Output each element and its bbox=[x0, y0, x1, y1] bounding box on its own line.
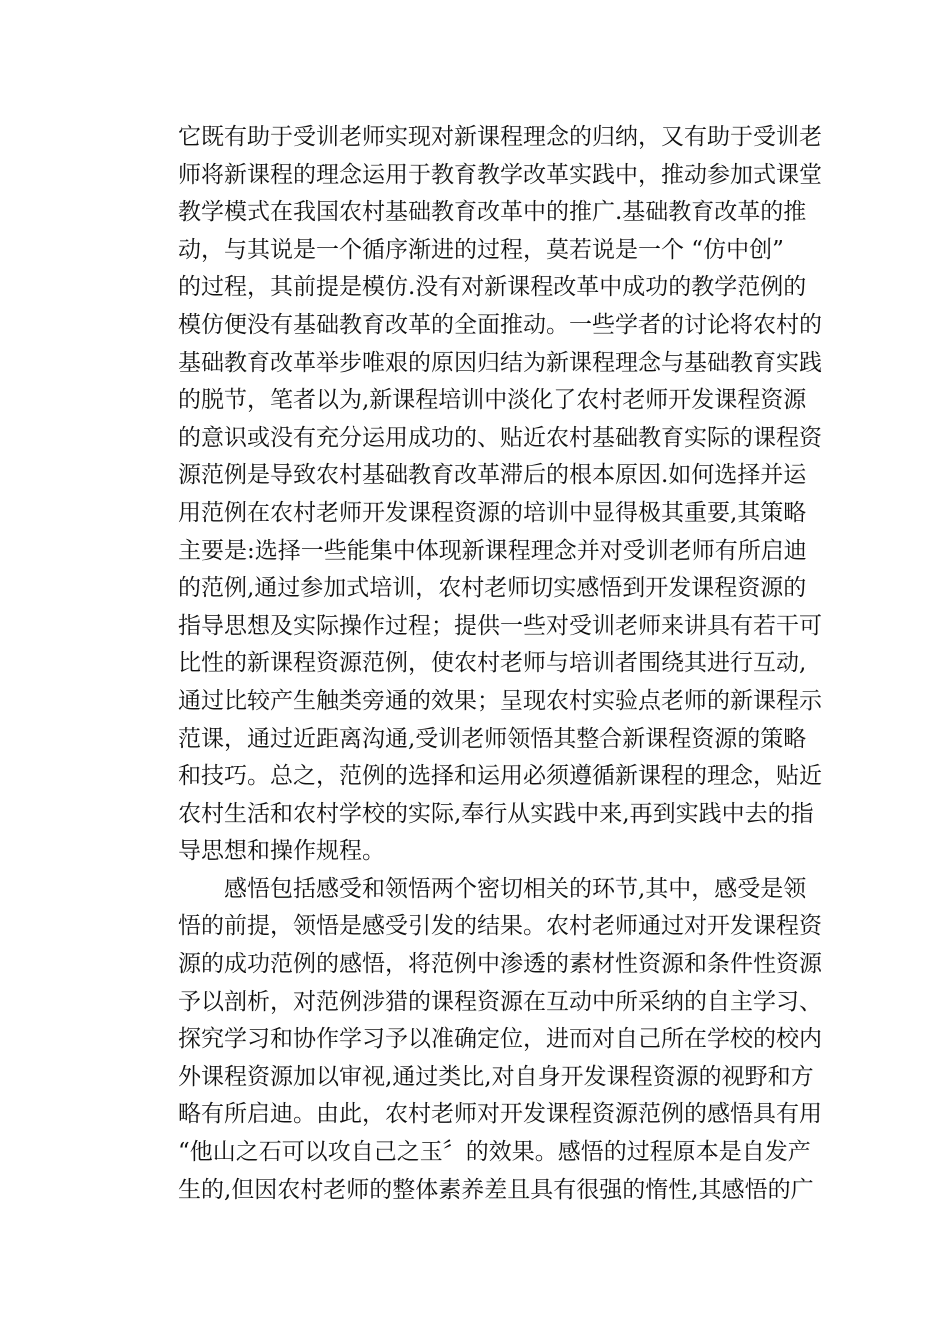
text-line: 它既有助于受训老师实现对新课程理念的归纳，又有助于受训老 bbox=[178, 124, 822, 150]
text-line: 导思想和操作规程。 bbox=[178, 838, 385, 865]
text-line: 用范例在农村老师开发课程资源的培训中显得极其重要,其策略 bbox=[178, 499, 807, 526]
text-line: 悟的前提，领悟是感受引发的结果。农村老师通过对开发课程资 bbox=[178, 913, 822, 940]
text-line: 通过比较产生触类旁通的效果；呈现农村实验点老师的新课程示 bbox=[178, 687, 822, 714]
text-line: 的脱节，笔者以为,新课程培训中淡化了农村老师开发课程资源 bbox=[178, 387, 807, 414]
text-line: 指导思想及实际操作过程；提供一些对受训老师来讲具有若干可 bbox=[178, 612, 822, 639]
text-line: 师将新课程的理念运用于教育教学改革实践中，推动参加式课堂 bbox=[178, 161, 822, 188]
text-line: “他山之石可以攻自己之玉〞的效果。感悟的过程原本是自发产 bbox=[178, 1139, 811, 1166]
text-line: 予以剖析，对范例涉猎的课程资源在互动中所采纳的自主学习、 bbox=[178, 988, 822, 1015]
text-line: 范课，通过近距离沟通,受训老师领悟其整合新课程资源的策略 bbox=[178, 725, 807, 752]
text-line: 外课程资源加以审视,通过类比,对自身开发课程资源的视野和方 bbox=[178, 1063, 814, 1090]
text-line: 源的成功范例的感悟，将范例中渗透的素材性资源和条件性资源 bbox=[178, 951, 822, 978]
text-line: 源范例是导致农村基础教育改革滞后的根本原因.如何选择并运 bbox=[178, 462, 807, 489]
text-line: 略有所启迪。由此，农村老师对开发课程资源范例的感悟具有用 bbox=[178, 1101, 822, 1128]
text-line: 生的,但因农村老师的整体素养差且具有很强的惰性,其感悟的广 bbox=[178, 1176, 814, 1203]
text-line: 的意识或没有充分运用成功的、贴近农村基础教育实际的课程资 bbox=[178, 424, 822, 451]
text-line: 教学模式在我国农村基础教育改革中的推广.基础教育改革的推 bbox=[178, 199, 807, 226]
text-line: 主要是:选择一些能集中体现新课程理念并对受训老师有所启迪 bbox=[178, 537, 807, 564]
text-line: 探究学习和协作学习予以准确定位，进而对自己所在学校的校内 bbox=[178, 1026, 822, 1053]
text-line: 的范例,通过参加式培训，农村老师切实感悟到开发课程资源的 bbox=[178, 575, 807, 602]
text-line: 动，与其说是一个循序渐进的过程，莫若说是一个 “仿中创” bbox=[178, 236, 784, 263]
text-line: 基础教育改革举步唯艰的原因归结为新课程理念与基础教育实践 bbox=[178, 349, 822, 376]
text-line: 的过程，其前提是模仿.没有对新课程改革中成功的教学范例的 bbox=[178, 274, 807, 301]
body-text bbox=[178, 119, 822, 1209]
text-line: 比性的新课程资源范例，使农村老师与培训者围绕其进行互动, bbox=[178, 650, 807, 677]
text-line: 和技巧。总之，范例的选择和运用必须遵循新课程的理念，贴近 bbox=[178, 763, 822, 790]
text-line: 模仿便没有基础教育改革的全面推动。一些学者的讨论将农村的 bbox=[178, 311, 822, 338]
paragraph-2 bbox=[178, 871, 822, 1209]
text-line: 农村生活和农村学校的实际,奉行从实践中来,再到实践中去的指 bbox=[178, 800, 814, 827]
text-line: 感悟包括感受和领悟两个密切相关的环节,其中，感受是领 bbox=[224, 875, 807, 902]
paragraph-1 bbox=[178, 119, 822, 871]
